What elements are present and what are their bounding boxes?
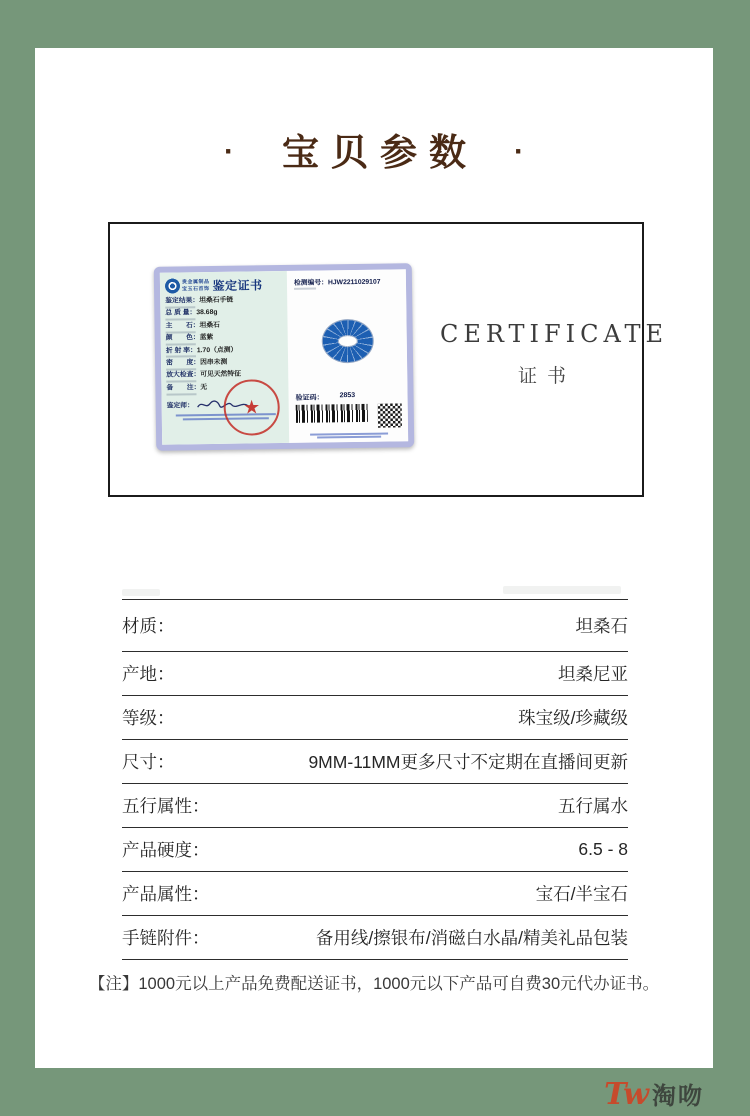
- watermark: [604, 1077, 704, 1112]
- row-value: 坦桑石: [575, 616, 628, 636]
- cert-field-remark: 备 注：无: [166, 384, 284, 395]
- title-right-dot: ·: [514, 135, 524, 169]
- qr-code-icon: [378, 403, 402, 427]
- table-row-five-elements: [122, 784, 628, 828]
- certificate-left-panel: [160, 271, 289, 445]
- row-label: 手链附件：: [122, 928, 210, 948]
- row-value: 五行属水: [558, 796, 628, 816]
- cert-field-refraction: 折 射 率：1.70（点测）: [166, 347, 284, 358]
- row-value: 9MM-11MM更多尺寸不定期在直播间更新: [308, 752, 628, 772]
- certificate-fields: [165, 297, 284, 395]
- verify-code-label: 验证码：: [295, 394, 324, 402]
- section-title-row: [35, 130, 713, 174]
- cert-field-density: 密 度：因串未测: [166, 359, 284, 370]
- barcode-icon: [296, 404, 368, 423]
- fine-print-line: [310, 432, 388, 435]
- certificate-caption: [440, 320, 669, 388]
- faded-artifact: [503, 586, 621, 594]
- certificate-right-panel: [287, 269, 408, 443]
- red-seal-stamp-icon: [223, 379, 280, 436]
- fine-print-line: [317, 436, 381, 439]
- certificate-caption-cn: 证书: [517, 365, 576, 387]
- table-row-size: [122, 740, 628, 784]
- certificate-org-lines: [182, 279, 210, 292]
- certificate-doc-title: 鉴定证书: [212, 278, 263, 293]
- row-value: 备用线/擦银布/消磁白水晶/精美礼品包装: [315, 928, 628, 948]
- table-row-attribute: [122, 872, 628, 916]
- cert-number-label: 检测编号：: [293, 279, 329, 287]
- row-label: 产地：: [122, 664, 175, 684]
- row-value: 6.5 - 8: [578, 839, 628, 859]
- row-label: 等级：: [122, 708, 175, 728]
- row-label: 五行属性：: [122, 796, 210, 816]
- seal-star-icon: ★: [243, 396, 261, 419]
- title-left-dot: ·: [224, 135, 234, 169]
- table-row-grade: [122, 696, 628, 740]
- page-title: 宝贝参数: [282, 130, 478, 174]
- cert-field-color: 颜 色：蓝紫: [166, 334, 284, 345]
- row-label: 尺寸：: [122, 752, 175, 772]
- org-line-1: 贵金属制品: [181, 279, 210, 286]
- cert-field-result: 鉴定结果：坦桑石手链: [165, 297, 283, 308]
- certificate-header: [165, 276, 283, 295]
- blue-bead-bracelet-icon: [322, 319, 373, 362]
- appraiser-label: 鉴定师：: [166, 402, 194, 410]
- codes-row: [296, 403, 402, 428]
- org-line-2: 宝玉石首饰: [181, 285, 210, 292]
- verify-code-value: 2853: [339, 392, 356, 400]
- bracelet-photo: [294, 288, 401, 392]
- table-row-accessories: [122, 916, 628, 960]
- watermark-brand-name: 淘吻: [652, 1083, 704, 1110]
- table-row-material: [122, 600, 628, 652]
- certificate-note: 【注】1000元以上产品免费配送证书，1000元以下产品可自费30元代办证书。: [88, 975, 660, 993]
- row-label: 产品硬度：: [122, 840, 210, 860]
- certificate-card-inner: [160, 269, 408, 444]
- cert-number-value: HJW2211029107: [327, 278, 381, 287]
- faded-artifact: [122, 589, 160, 596]
- cert-field-magnification: 放大检查：可见天然特征: [166, 371, 284, 382]
- row-value: 珠宝级/珍藏级: [518, 708, 628, 728]
- certificate-footer-fine-print: [296, 430, 402, 438]
- cert-field-mainstone: 主 石：坦桑石: [166, 322, 284, 333]
- taowen-logo-icon: Tw: [604, 1077, 649, 1112]
- table-row-origin: [122, 652, 628, 696]
- row-value: 宝石/半宝石: [535, 884, 628, 904]
- table-row-hardness: [122, 828, 628, 872]
- row-value: 坦桑尼亚: [558, 664, 628, 684]
- certificate-caption-en: CERTIFICATE: [440, 320, 669, 348]
- row-label: 材质：: [122, 616, 175, 636]
- content-panel: [35, 48, 713, 1068]
- params-table: [122, 599, 628, 960]
- certificate-photo[interactable]: [154, 263, 415, 451]
- certificate-box: [108, 222, 669, 497]
- row-label: 产品属性：: [122, 884, 210, 904]
- cert-field-weight: 总 质 量：38.68g: [165, 309, 283, 320]
- gem-lab-logo-icon: [165, 278, 180, 293]
- verify-code-row: [296, 391, 402, 402]
